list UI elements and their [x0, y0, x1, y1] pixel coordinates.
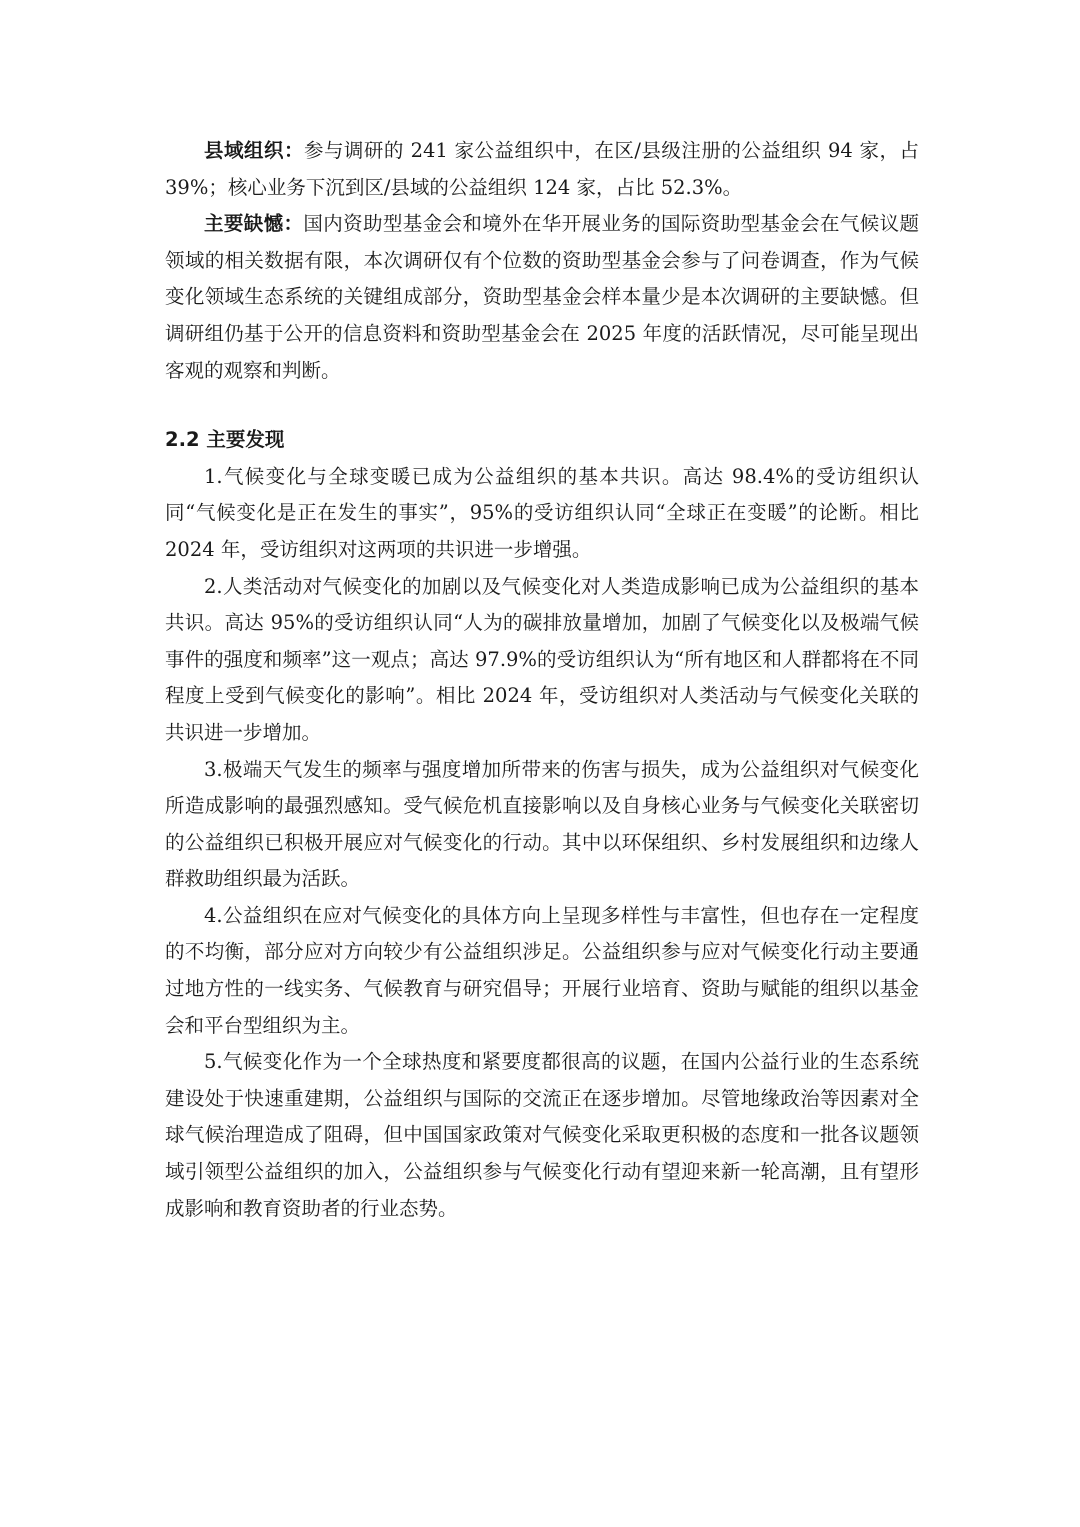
section-gap — [165, 389, 919, 422]
finding-item-3: 3.极端天气发生的频率与强度增加所带来的伤害与损失，成为公益组织对气候变化所造成影响的最强烈感知。受气候危机直接影响以及自身核心业务与气候变化关联密切的公益组织已积极开展应对气候变化的行动。其中以环保组织、乡村发展组织和边缘人群救助组织最为活跃。 — [165, 757, 919, 891]
findings-heading: 2.2 主要发现 — [165, 428, 285, 452]
main-shortcoming-label: 主要缺憾： — [204, 212, 304, 236]
main-shortcoming-paragraph — [165, 206, 919, 389]
county-organizations-paragraph — [165, 133, 919, 206]
finding-item-2: 2.人类活动对气候变化的加剧以及气候变化对人类造成影响已成为公益组织的基本共识。高达 95%的受访组织认同“人为的碳排放量增加，加剧了气候变化以及极端气候事件的强度和频率”这一观点；高达 97.9%的受访组织认为“所有地区和人群都将在不同程度上受到气候变化的影响”。相比 2024 年，受访组织对人类活动与气候变化关联的共识进一步增加。 — [165, 574, 919, 744]
finding-item-4: 4.公益组织在应对气候变化的具体方向上呈现多样性与丰富性，但也存在一定程度的不均衡，部分应对方向较少有公益组织涉足。公益组织参与应对气候变化行动主要通过地方性的一线实务、气候教育与研究倡导；开展行业培育、资助与赋能的组织以基金会和平台型组织为主。 — [165, 903, 919, 1037]
county-organizations-text: 参与调研的 241 家公益组织中，在区/县级注册的公益组织 94 家，占 39%；核心业务下沉到区/县域的公益组织 124 家，占比 52.3%。 — [165, 139, 919, 199]
document-page — [165, 133, 919, 1227]
finding-item-1: 1.气候变化与全球变暖已成为公益组织的基本共识。高达 98.4%的受访组织认同“气候变化是正在发生的事实”，95%的受访组织认同“全球正在变暖”的论断。相比 2024 年，受访组织对这两项的共识进一步增强。 — [165, 464, 919, 561]
finding-item-5: 5.气候变化作为一个全球热度和紧要度都很高的议题，在国内公益行业的生态系统建设处于快速重建期，公益组织与国际的交流正在逐步增加。尽管地缘政治等因素对全球气候治理造成了阻碍，但中国国家政策对气候变化采取更积极的态度和一批各议题领域引领型公益组织的加入，公益组织参与气候变化行动有望迎来新一轮高潮，且有望形成影响和教育资助者的行业态势。 — [165, 1050, 919, 1220]
county-organizations-label: 县域组织： — [204, 139, 304, 162]
main-shortcoming-text: 国内资助型基金会和境外在华开展业务的国际资助型基金会在气候议题领域的相关数据有限，本次调研仅有个位数的资助型基金会参与了问卷调查，作为气候变化领域生态系统的关键组成部分，资助型基金会样本量少是本次调研的主要缺憾。但调研组仍基于公开的信息资料和资助型基金会在 2025 年度的活跃情况，尽可能呈现出客观的观察和判断。 — [165, 212, 919, 382]
